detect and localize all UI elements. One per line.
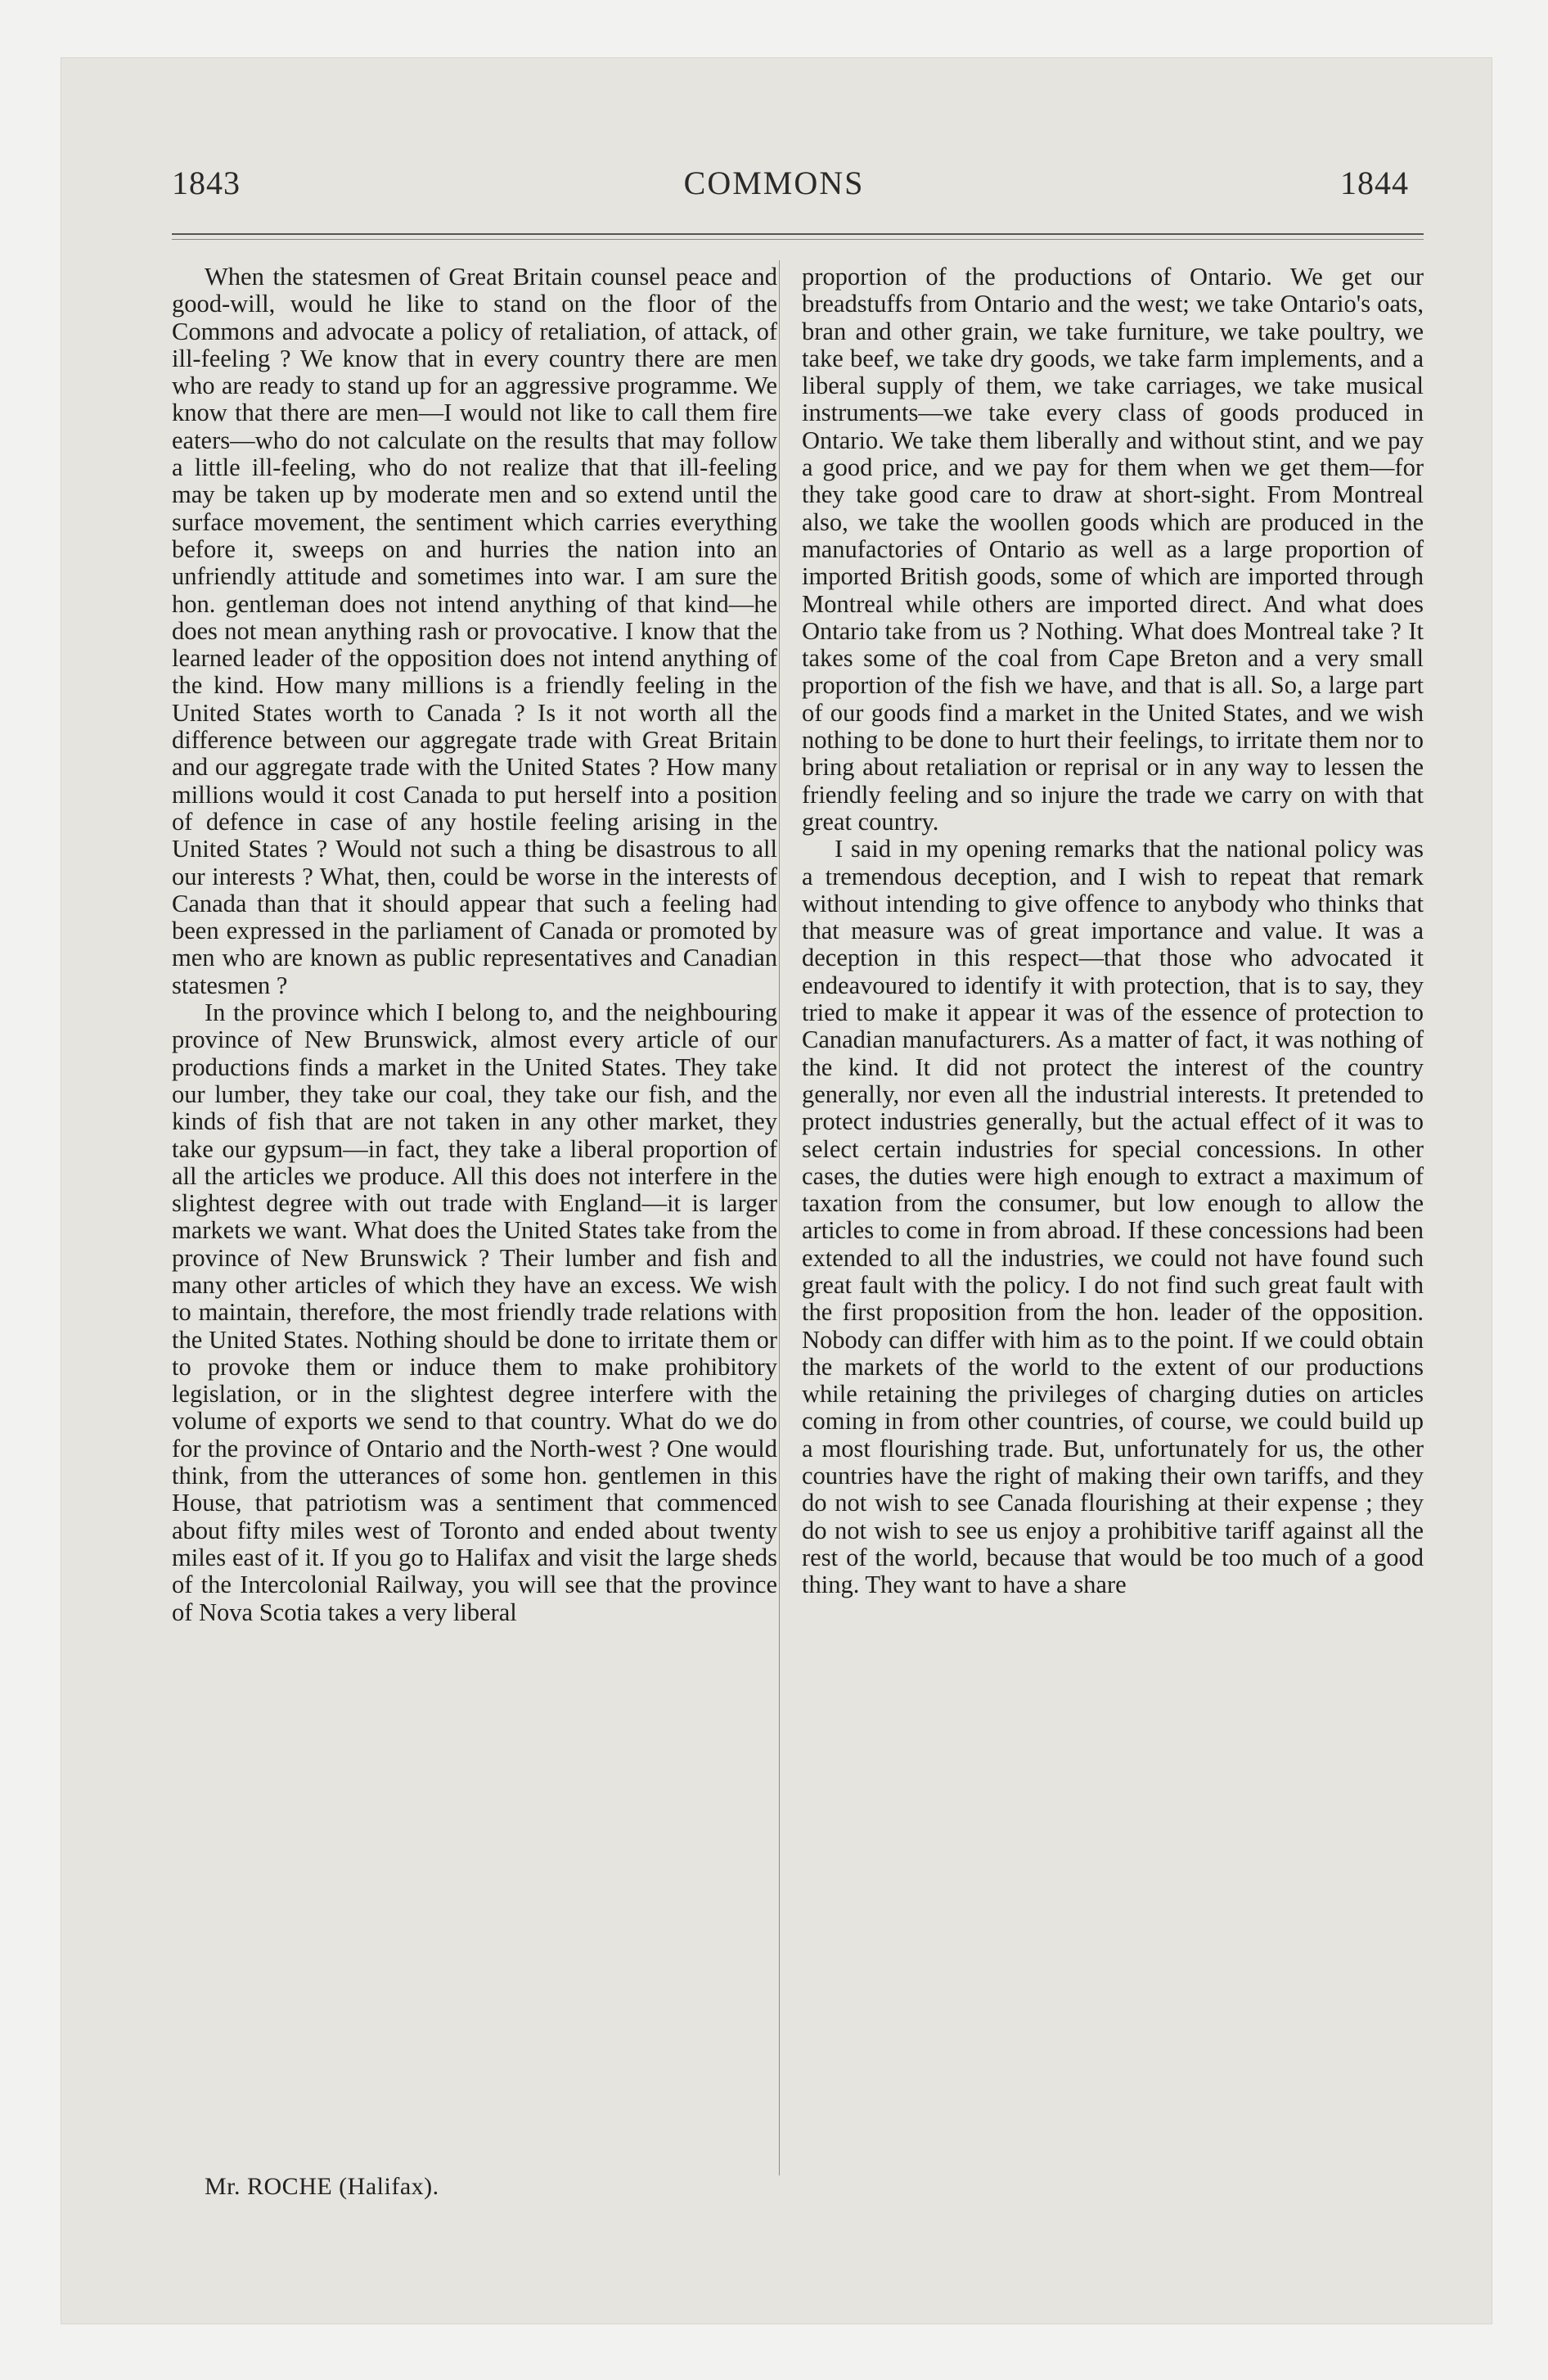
paragraph: When the statesmen of Great Britain counsel peace and good-will, would he like to stand on the floor of the Commons and advocate a policy of retaliation, of attack, of ill-feeling ? We know that in every country there are men who are ready to stand up for an aggressive programme. We know that there are men—I would not like to call them fire eaters—who do not calculate on the results that may follow a little ill-feeling, who do not realize that that ill-feeling may be taken up by moderate men and so extend until the surface movement, the sentiment which carries everything before it, sweeps on and hurries the nation into an unfriendly attitude and sometimes into war. I am sure the hon. gentleman does not intend anything of that kind—he does not mean anything rash or provocative. I know that the learned leader of the opposition does not intend anything of the kind. How many millions is a friendly feeling in the United States worth to Canada ? Is it not worth all the difference between our aggregate trade with Great Britain and our aggregate trade with the United States ? How many millions would it cost Canada to put herself into a position of defence in case of any hostile feeling arising in the United States ? Would not such a thing be disastrous to all our interests ? What, then, could be worse in the interests of Canada than that it should appear that such a feeling had been expressed in the parliament of Canada or promoted by men who are known as public representatives and Canadian statesmen ? xyxy=(172,263,777,999)
speaker-footer: Mr. ROCHE (Halifax). xyxy=(205,2173,439,2200)
paragraph: proportion of the productions of Ontario. We get our breadstuffs from Ontario and the west; we take Ontario's oats, bran and other grain, we take furniture, we take poultry, we take beef, we take dry goods, we take farm implements, and a liberal supply of them, we take carriages, we take musical instruments—we take every class of goods produced in Ontario. We take them liberally and without stint, and we pay a good price, and we pay for them when we get them—for they take good care to draw at short-sight. From Montreal also, we take the woollen goods which are produced in the manufactories of Ontario as well as a large proportion of imported British goods, some of which are imported through Montreal while others are imported direct. And what does Ontario take from us ? Nothing. What does Montreal take ? It takes some of the coal from Cape Breton and a very small proportion of the fish we have, and that is all. So, a large part of our goods find a market in the United States, and we wish nothing to be done to hurt their feelings, to irritate them nor to bring about retaliation or reprisal or in any way to lessen the friendly feeling and so injure the trade we carry on with that great country. xyxy=(802,263,1424,836)
paragraph: I said in my opening remarks that the national policy was a tremendous deception, and I wish to repeat that remark without intending to give offence to anybody who thinks that that measure was of great importance and value. It was a deception in this respect—that those who advocated it endeavoured to identify it with protection, that is to say, they tried to make it appear it was of the essence of protection to Canadian manufacturers. As a matter of fact, it was nothing of the kind. It did not protect the interest of the country generally, nor even all the industrial interests. It pretended to protect industries generally, but the actual effect of it was to select certain industries for special concessions. In other cases, the duties were high enough to extract a maximum of taxation from the consumer, but low enough to allow the articles to come in from abroad. If these concessions had been extended to all the industries, we could not have found such great fault with the policy. I do not find such great fault with the first proposition from the hon. leader of the opposition. Nobody can differ with him as to the point. If we could obtain the markets of the world to the extent of our productions while retaining the privileges of charging duties on articles coming in from other countries, of course, we could build up a most flourishing trade. But, unfortunately for us, the other countries have the right of making their own tariffs, and they do not wish to see Canada flourishing at their expense ; they do not wish to see us enjoy a prohibitive tariff against all the rest of the world, because that would be too much of a good thing. They want to have a share xyxy=(802,835,1424,1599)
page-number-right: 1844 xyxy=(1340,165,1409,201)
right-column xyxy=(802,264,1424,1599)
header-rule-thin xyxy=(172,239,1424,240)
header-rule xyxy=(172,233,1424,235)
column-divider xyxy=(779,260,780,2175)
page-number-left: 1843 xyxy=(172,165,241,201)
page-title: COMMONS xyxy=(683,165,865,201)
paragraph: In the province which I belong to, and the neighbouring province of New Brunswick, almost every article of our productions finds a market in the United States. They take our lumber, they take our coal, they take our fish, and the kinds of fish that are not taken in any other market, they take our gypsum—in fact, they take a liberal proportion of all the articles we produce. All this does not interfere in the slightest degree with out trade with England—it is larger markets we want. What does the United States take from the province of New Brunswick ? Their lumber and fish and many other articles of which they have an excess. We wish to maintain, therefore, the most friendly trade relations with the United States. Nothing should be done to irritate them or to provoke them or induce them to make prohibitory legislation, or in the slightest degree interfere with the volume of exports we send to that country. What do we do for the province of Ontario and the North-west ? One would think, from the utterances of some hon. gentlemen in this House, that patriotism was a sentiment that commenced about fifty miles west of Toronto and ended about twenty miles east of it. If you go to Halifax and visit the large sheds of the Intercolonial Railway, you will see that the province of Nova Scotia takes a very liberal xyxy=(172,998,777,1626)
left-column xyxy=(172,264,777,1626)
